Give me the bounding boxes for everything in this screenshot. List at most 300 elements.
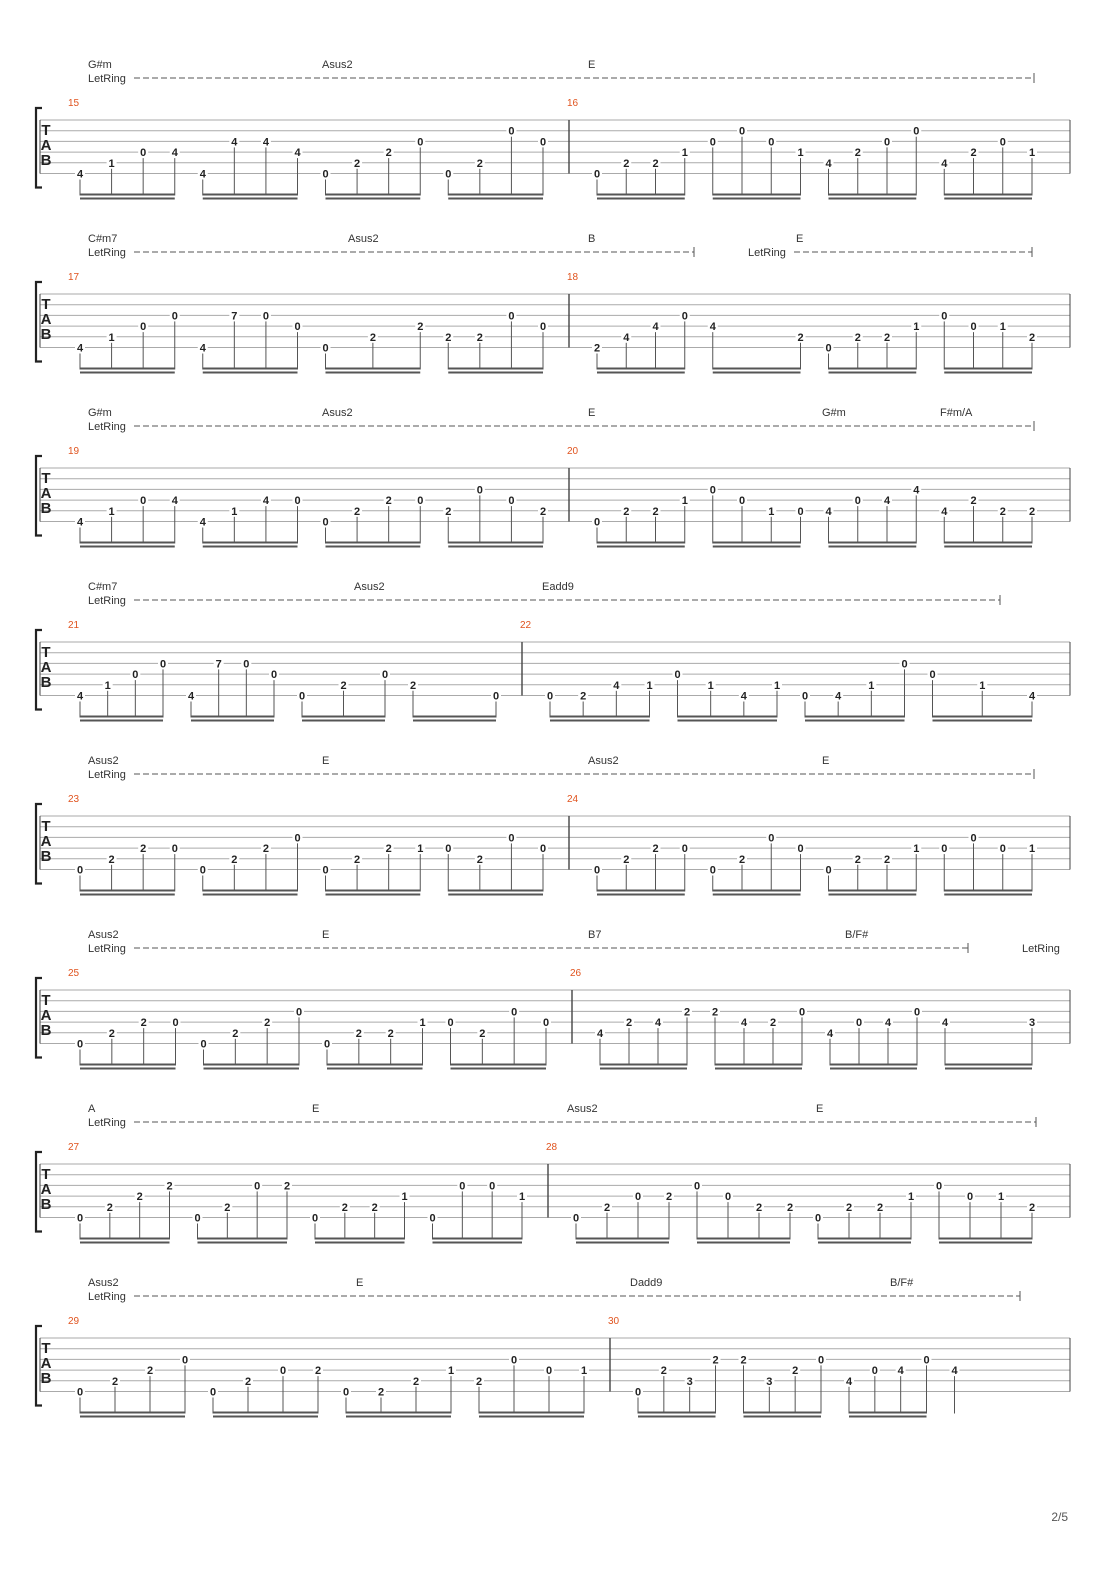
chord-name: E — [322, 929, 330, 941]
fret-number: 0 — [855, 1017, 863, 1030]
measure-number: 22 — [520, 620, 532, 631]
fret-number: 3 — [686, 1375, 693, 1388]
tab-system — [36, 407, 1070, 547]
tab-clef-letter: A — [40, 833, 52, 850]
fret-number: 0 — [542, 1017, 550, 1030]
tab-system — [36, 59, 1070, 199]
fret-number: 0 — [941, 843, 948, 856]
fret-number: 4 — [941, 1017, 949, 1030]
fret-number: 2 — [166, 1180, 173, 1193]
fret-number: 0 — [593, 168, 601, 181]
fret-number: 0 — [511, 1006, 518, 1019]
fret-number: 0 — [181, 1354, 189, 1367]
fret-number: 0 — [709, 864, 716, 877]
fret-number: 1 — [913, 321, 920, 334]
tab-clef-letter: A — [40, 485, 52, 502]
chord-name: E — [356, 1277, 364, 1289]
fret-number: 4 — [740, 690, 747, 703]
chord-name: G#m — [822, 407, 846, 419]
fret-number: 2 — [355, 1027, 362, 1040]
fret-number: 2 — [786, 1201, 794, 1214]
chord-name: E — [588, 59, 596, 71]
fret-number: 0 — [970, 321, 977, 334]
fret-number: 0 — [539, 843, 547, 856]
fret-number: 0 — [322, 342, 329, 355]
fret-number: 0 — [768, 136, 775, 149]
fret-number: 0 — [445, 843, 452, 856]
fret-number: 2 — [1028, 331, 1036, 344]
chord-name: G#m — [88, 407, 112, 419]
fret-number: 2 — [354, 853, 361, 866]
tab-system — [36, 1103, 1070, 1243]
fret-number: 0 — [489, 1180, 496, 1193]
letring-label: LetRing — [88, 769, 126, 781]
fret-number: 7 — [215, 658, 222, 671]
fret-number: 0 — [76, 1038, 84, 1051]
fret-number: 4 — [294, 147, 301, 160]
tab-clef-letter: B — [40, 1370, 52, 1387]
fret-number: 0 — [76, 1386, 84, 1399]
measure-number: 30 — [608, 1316, 620, 1327]
fret-number: 4 — [171, 495, 178, 508]
fret-number: 2 — [140, 843, 147, 856]
tab-system — [36, 233, 1070, 373]
fret-number: 2 — [665, 1191, 673, 1204]
fret-number: 2 — [797, 331, 804, 344]
fret-number: 2 — [371, 1201, 378, 1214]
fret-number: 0 — [209, 1386, 217, 1399]
fret-number: 0 — [270, 669, 278, 682]
fret-number: 2 — [755, 1201, 763, 1214]
fret-number: 4 — [262, 136, 269, 149]
fret-number: 2 — [625, 1017, 633, 1030]
tab-clef-letter: T — [41, 1340, 51, 1357]
fret-number: 2 — [108, 1027, 115, 1040]
fret-number: 2 — [623, 157, 630, 170]
fret-number: 1 — [868, 679, 875, 692]
fret-number: 2 — [412, 1375, 420, 1388]
letring-label: LetRing — [88, 247, 126, 259]
fret-number: 4 — [262, 495, 269, 508]
fret-number: 4 — [835, 690, 842, 703]
fret-number: 0 — [901, 658, 908, 671]
fret-number: 0 — [634, 1191, 642, 1204]
fret-number: 0 — [429, 1212, 436, 1225]
fret-number: 0 — [817, 1354, 825, 1367]
fret-number: 2 — [224, 1201, 231, 1214]
letring-label: LetRing — [88, 421, 126, 433]
fret-number: 2 — [369, 331, 376, 344]
fret-number: 2 — [476, 157, 483, 170]
fret-number: 4 — [941, 505, 948, 518]
measure-number: 25 — [68, 968, 80, 979]
measure-number: 19 — [68, 446, 80, 457]
fret-number: 2 — [1028, 505, 1036, 518]
fret-number: 4 — [76, 342, 84, 355]
chord-name: Asus2 — [88, 1277, 119, 1289]
fret-number: 1 — [979, 679, 986, 692]
fret-number: 1 — [1028, 147, 1036, 160]
fret-number: 4 — [171, 147, 178, 160]
fret-number: 2 — [652, 505, 659, 518]
fret-number: 2 — [593, 342, 601, 355]
fret-number: 2 — [883, 331, 891, 344]
fret-number: 0 — [459, 1180, 466, 1193]
fret-number: 0 — [322, 168, 329, 181]
fret-number: 2 — [738, 853, 746, 866]
fret-number: 0 — [279, 1365, 287, 1378]
chord-name: Asus2 — [88, 755, 119, 767]
chord-name: E — [312, 1103, 320, 1115]
fret-number: 2 — [769, 1017, 777, 1030]
tab-clef-letter: T — [41, 296, 51, 313]
fret-number: 4 — [825, 157, 832, 170]
fret-number: 2 — [1028, 1201, 1036, 1214]
fret-number: 4 — [613, 679, 620, 692]
fret-number: 0 — [243, 658, 250, 671]
fret-number: 2 — [623, 853, 630, 866]
fret-number: 0 — [999, 843, 1006, 856]
letring-label: LetRing — [88, 943, 126, 955]
fret-number: 0 — [768, 832, 775, 845]
fret-number: 2 — [146, 1365, 154, 1378]
fret-number: 0 — [508, 832, 515, 845]
fret-number: 0 — [200, 1038, 207, 1051]
fret-number: 4 — [76, 168, 84, 181]
fret-number: 4 — [825, 505, 832, 518]
tab-clef-letter: B — [40, 1196, 52, 1213]
chord-name: Asus2 — [322, 59, 353, 71]
fret-number: 2 — [845, 1201, 853, 1214]
fret-number: 0 — [854, 495, 861, 508]
fret-number: 2 — [136, 1191, 143, 1204]
chord-name: Dadd9 — [630, 1277, 663, 1289]
fret-number: 0 — [417, 136, 424, 149]
fret-number: 0 — [801, 690, 809, 703]
fret-number: 2 — [385, 843, 392, 856]
fret-number: 2 — [740, 1354, 747, 1367]
fret-number: 4 — [845, 1375, 853, 1388]
fret-number: 2 — [385, 495, 392, 508]
page-number: 2/5 — [1051, 1510, 1068, 1524]
fret-number: 2 — [108, 853, 115, 866]
tab-clef-letter: B — [40, 152, 52, 169]
fret-number: 3 — [1028, 1017, 1036, 1030]
chord-name: E — [796, 233, 804, 245]
fret-number: 0 — [738, 125, 746, 138]
tab-system — [36, 581, 1070, 721]
fret-number: 2 — [262, 843, 269, 856]
fret-number: 0 — [709, 484, 716, 497]
chord-name: C#m7 — [88, 233, 118, 245]
fret-number: 0 — [941, 310, 948, 323]
fret-number: 4 — [654, 1017, 662, 1030]
fret-number: 1 — [231, 505, 238, 518]
fret-number: 0 — [492, 690, 500, 703]
fret-number: 1 — [768, 505, 775, 518]
chord-name: Asus2 — [88, 929, 119, 941]
chord-name: E — [588, 407, 596, 419]
fret-number: 2 — [314, 1365, 322, 1378]
fret-number: 0 — [381, 669, 389, 682]
fret-number: 4 — [709, 321, 716, 334]
fret-number: 1 — [108, 331, 115, 344]
measure-number: 17 — [68, 272, 80, 283]
fret-number: 0 — [693, 1180, 701, 1193]
fret-number: 1 — [1028, 843, 1036, 856]
chord-name: F#m/A — [940, 407, 973, 419]
fret-number: 4 — [951, 1365, 958, 1378]
fret-number: 2 — [883, 853, 891, 866]
fret-number: 0 — [572, 1212, 580, 1225]
fret-number: 4 — [596, 1027, 604, 1040]
fret-number: 2 — [475, 1375, 483, 1388]
fret-number: 0 — [476, 484, 483, 497]
fret-number: 2 — [409, 679, 417, 692]
letring-label: LetRing — [88, 73, 126, 85]
fret-number: 0 — [508, 125, 515, 138]
tab-clef-letter: T — [41, 644, 51, 661]
fret-number: 2 — [244, 1375, 252, 1388]
fret-number: 4 — [231, 136, 238, 149]
fret-number: 0 — [342, 1386, 350, 1399]
fret-number: 1 — [681, 495, 688, 508]
fret-number: 0 — [508, 310, 515, 323]
measure-number: 23 — [68, 794, 80, 805]
measure-number: 28 — [546, 1142, 558, 1153]
fret-number: 0 — [171, 310, 178, 323]
fret-number: 3 — [766, 1375, 773, 1388]
fret-number: 0 — [417, 495, 424, 508]
fret-number: 0 — [323, 1038, 331, 1051]
fret-number: 0 — [798, 1006, 806, 1019]
fret-number: 0 — [724, 1191, 732, 1204]
letring-label: LetRing — [1022, 943, 1060, 955]
fret-number: 2 — [792, 1365, 799, 1378]
fret-number: 0 — [825, 342, 832, 355]
fret-number: 0 — [546, 690, 554, 703]
fret-number: 0 — [140, 495, 147, 508]
fret-number: 0 — [634, 1386, 642, 1399]
fret-number: 0 — [254, 1180, 261, 1193]
fret-number: 0 — [883, 136, 891, 149]
tab-clef-letter: B — [40, 1022, 52, 1039]
fret-number: 0 — [814, 1212, 822, 1225]
chord-name: Eadd9 — [542, 581, 574, 593]
fret-number: 0 — [871, 1365, 878, 1378]
fret-number: 0 — [132, 669, 139, 682]
tab-system — [36, 755, 1070, 895]
fret-number: 2 — [140, 1017, 147, 1030]
fret-number: 2 — [264, 1017, 271, 1030]
tab-clef-letter: B — [40, 674, 52, 691]
fret-number: 0 — [593, 864, 601, 877]
fret-number: 2 — [111, 1375, 119, 1388]
letring-label: LetRing — [88, 1291, 126, 1303]
fret-number: 0 — [140, 321, 147, 334]
fret-number: 0 — [681, 310, 688, 323]
tab-clef-letter: T — [41, 122, 51, 139]
fret-number: 4 — [187, 690, 195, 703]
fret-number: 0 — [311, 1212, 319, 1225]
fret-number: 2 — [660, 1365, 667, 1378]
tab-clef-letter: A — [40, 1007, 52, 1024]
chord-name: Asus2 — [348, 233, 379, 245]
fret-number: 4 — [199, 168, 206, 181]
tab-clef-letter: T — [41, 992, 51, 1009]
fret-number: 0 — [447, 1017, 454, 1030]
measure-number: 24 — [567, 794, 579, 805]
fret-number: 0 — [999, 136, 1006, 149]
fret-number: 2 — [999, 505, 1006, 518]
fret-number: 1 — [681, 147, 688, 160]
fret-number: 1 — [646, 679, 653, 692]
fret-number: 2 — [354, 505, 361, 518]
tab-system — [36, 929, 1070, 1069]
fret-number: 1 — [999, 321, 1006, 334]
fret-number: 1 — [797, 147, 804, 160]
fret-number: 2 — [377, 1386, 385, 1399]
chord-name: G#m — [88, 59, 112, 71]
tab-clef-letter: T — [41, 818, 51, 835]
fret-number: 4 — [623, 331, 630, 344]
measure-number: 20 — [567, 446, 579, 457]
fret-number: 2 — [341, 1201, 348, 1214]
tab-clef-letter: A — [40, 311, 52, 328]
fret-number: 2 — [445, 331, 452, 344]
fret-number: 0 — [322, 864, 329, 877]
fret-number: 2 — [683, 1006, 691, 1019]
fret-number: 0 — [913, 1006, 921, 1019]
fret-number: 4 — [941, 157, 948, 170]
fret-number: 0 — [593, 516, 601, 529]
fret-number: 1 — [913, 843, 920, 856]
fret-number: 0 — [929, 669, 936, 682]
fret-number: 0 — [681, 843, 688, 856]
fret-number: 2 — [385, 147, 392, 160]
chord-name: Asus2 — [322, 407, 353, 419]
fret-number: 2 — [652, 843, 659, 856]
fret-number: 4 — [826, 1027, 834, 1040]
fret-number: 0 — [510, 1354, 518, 1367]
chord-name: E — [816, 1103, 824, 1115]
fret-number: 2 — [970, 147, 977, 160]
tab-clef-letter: T — [41, 1166, 51, 1183]
letring-label: LetRing — [88, 1117, 126, 1129]
fret-number: 0 — [970, 832, 977, 845]
fret-number: 0 — [262, 310, 269, 323]
fret-number: 4 — [652, 321, 659, 334]
tab-clef-letter: T — [41, 470, 51, 487]
fret-number: 0 — [545, 1365, 553, 1378]
fret-number: 4 — [199, 516, 206, 529]
fret-number: 0 — [295, 1006, 303, 1019]
fret-number: 4 — [913, 484, 920, 497]
fret-number: 1 — [401, 1191, 408, 1204]
fret-number: 0 — [171, 843, 178, 856]
fret-number: 0 — [294, 321, 301, 334]
fret-number: 1 — [518, 1191, 526, 1204]
fret-number: 1 — [997, 1191, 1005, 1204]
measure-number: 15 — [68, 98, 80, 109]
fret-number: 0 — [508, 495, 515, 508]
fret-number: 2 — [854, 853, 861, 866]
fret-number: 0 — [913, 125, 920, 138]
fret-number: 1 — [907, 1191, 915, 1204]
tab-clef-letter: B — [40, 848, 52, 865]
fret-number: 7 — [231, 310, 238, 323]
fret-number: 0 — [140, 147, 147, 160]
fret-number: 0 — [539, 321, 547, 334]
fret-number: 4 — [76, 516, 84, 529]
fret-number: 2 — [876, 1201, 884, 1214]
fret-number: 1 — [580, 1365, 588, 1378]
fret-number: 2 — [854, 331, 861, 344]
fret-number: 0 — [966, 1191, 974, 1204]
fret-number: 0 — [445, 168, 452, 181]
fret-number: 2 — [970, 495, 977, 508]
fret-number: 2 — [476, 853, 483, 866]
chord-name: B — [588, 233, 596, 245]
measure-number: 18 — [567, 272, 579, 283]
chord-name: Asus2 — [567, 1103, 598, 1115]
fret-number: 2 — [354, 157, 361, 170]
fret-number: 0 — [294, 495, 301, 508]
fret-number: 2 — [476, 331, 483, 344]
fret-number: 4 — [883, 495, 891, 508]
fret-number: 4 — [884, 1017, 892, 1030]
fret-number: 1 — [104, 679, 111, 692]
fret-number: 4 — [740, 1017, 748, 1030]
fret-number: 0 — [172, 1017, 179, 1030]
fret-number: 2 — [580, 690, 587, 703]
measure-number: 26 — [570, 968, 582, 979]
fret-number: 1 — [108, 505, 115, 518]
fret-number: 2 — [283, 1180, 291, 1193]
measure-number: 27 — [68, 1142, 80, 1153]
chord-name: Asus2 — [354, 581, 385, 593]
fret-number: 0 — [294, 832, 301, 845]
fret-number: 4 — [897, 1365, 904, 1378]
fret-number: 0 — [322, 516, 329, 529]
fret-number: 0 — [709, 136, 716, 149]
measure-number: 29 — [68, 1316, 80, 1327]
tab-clef-letter: A — [40, 137, 52, 154]
fret-number: 0 — [935, 1180, 943, 1193]
measure-number: 16 — [567, 98, 579, 109]
chord-name: B/F# — [890, 1277, 914, 1289]
fret-number: 0 — [159, 658, 167, 671]
fret-number: 2 — [652, 157, 659, 170]
fret-number: 1 — [773, 679, 781, 692]
fret-number: 1 — [108, 157, 115, 170]
fret-number: 2 — [106, 1201, 113, 1214]
fret-number: 4 — [1028, 690, 1036, 703]
fret-number: 2 — [340, 679, 347, 692]
tab-clef-letter: A — [40, 1181, 52, 1198]
tab-clef-letter: A — [40, 659, 52, 676]
fret-number: 2 — [603, 1201, 611, 1214]
fret-number: 0 — [298, 690, 306, 703]
fret-number: 2 — [854, 147, 861, 160]
chord-name: B7 — [588, 929, 602, 941]
fret-number: 2 — [479, 1027, 486, 1040]
tab-clef-letter: A — [40, 1355, 52, 1372]
letring-label: LetRing — [88, 595, 126, 607]
fret-number: 2 — [623, 505, 630, 518]
chord-name: E — [822, 755, 830, 767]
fret-number: 0 — [76, 864, 84, 877]
